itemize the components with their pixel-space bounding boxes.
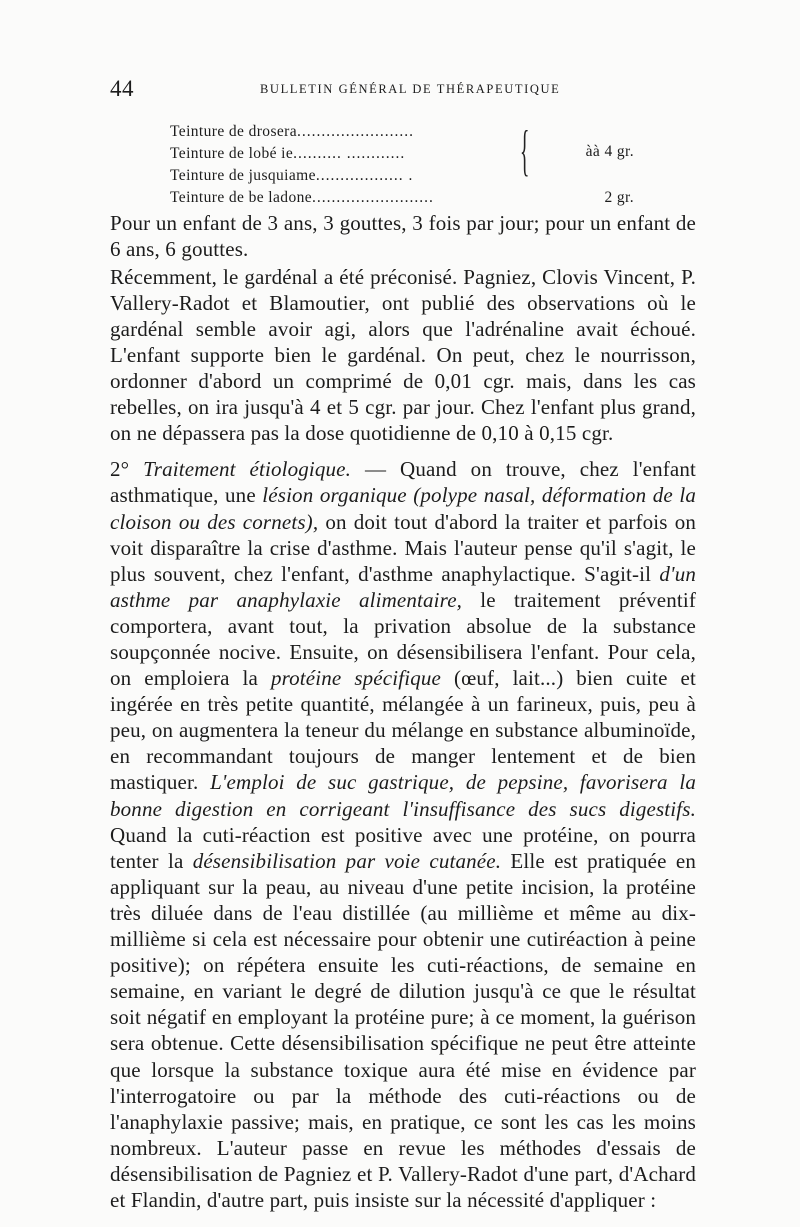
leader-dots: ........................ [297,123,415,140]
emphasis-run: lésion organique (polype nasal, déformation de la cloison ou des cornets), [110,483,696,534]
prescription-list [170,121,652,209]
text-run: Elle est pratiquée en appliquant sur la peau, au niveau d'une petite incision, la protéine très diluée dans de l'eau distillée (au millième et même au dix-millième si cela est nécessaire pour obtenir une cutiréaction à peine positive); on répétera ensuite les cuti-réactions, de semaine en semaine, en variant le degré de dilution jusqu'à ce que le résultat soit négatif en employant la protéine pure; à ce moment, la guérison sera obtenue. Cette désensibilisation spécifique ne peut être atteinte que lorsque la substance toxique aura été mise en évidence par l'interrogatoire ou par la méthode des cuti-réactions ou de l'anaphylaxie passive; mais, en pratique, ce sont les cas les moins nombreux. L'auteur passe en revue les méthodes d'essais de désensibilisation de Pagniez et P. Vallery-Radot d'une part, d'Achard et Flandin, d'autre part, puis insiste sur la nécessité d'appliquer : [110,848,696,1212]
paragraph-text: Pour un enfant de 3 ans, 3 gouttes, 3 fois par jour; pour un enfant de 6 ans, 6 gouttes. [110,211,696,262]
ingredient-quantity: 2 gr. [604,189,634,206]
body-text [110,210,696,1213]
prescription-item [170,121,652,143]
page-number: 44 [110,76,134,101]
ingredient-name: Teinture de jusquiame [170,167,316,184]
prescription-item [170,187,652,209]
prescription-item [170,143,652,165]
ingredient-name: Teinture de lobé ie [170,145,294,162]
paragraph-gardenal [110,264,696,447]
emphasis-run: L'emploi de suc gastrique, de pepsine, favorisera la bonne digestion en corrigeant l'insuffisance des sucs digestifs. [110,770,696,821]
paragraph-dosage [110,210,696,262]
ingredient-name: Teinture de drosera [170,123,298,140]
grouping-brace: { [520,120,530,182]
text-run: le traitement préventif comportera, avant tout, la privation absolue de la substance soupçonnée nocive. Ensuite, on désensibilisera l'enfant. Pour cela, on emploiera la [110,587,696,691]
text-run: Quand la cuti-réaction est positive avec une protéine, on pourra tenter la [110,822,696,873]
text-run: on doit tout d'abord la traiter et parfois on voit disparaître la crise d'asthme. Mais l'auteur pense qu'il s'agit, le plus souvent, chez l'enfant, d'asthme anaphylactique. S'agit-il [110,509,696,586]
page-header [110,76,696,102]
ingredient-name: Teinture de be ladone [170,189,313,206]
emphasis-run: d'un asthme par anaphylaxie alimentaire, [110,561,696,612]
section-heading: Traitement étiologique. [143,457,352,482]
paragraph-etiological-treatment [110,456,696,1213]
group-quantity: àà 4 gr. [585,143,634,160]
leader-dots: .......... ............ [293,145,406,162]
paragraph-text: Récemment, le gardénal a été préconisé. Pagniez, Clovis Vincent, P. Vallery-Radot et Blamoutier, ont publié des observations où le gardénal semble avoir agi, alors que l'adrénaline avait échoué. L'enfant supporte bien le gardénal. On peut, chez le nourrisson, ordonner d'abord un comprimé de 0,01 cgr. mais, dans les cas rebelles, on ira jusqu'à 4 et 5 cgr. par jour. Chez l'enfant plus grand, on ne dépassera pas la dose quotidienne de 0,10 à 0,15 cgr. [110,264,696,446]
text-run: — Quand on trouve, chez l'enfant asthmatique, une [110,457,696,508]
prescription-item [170,165,652,187]
emphasis-run: protéine spécifique [270,666,441,691]
section-number: 2° [110,457,144,482]
running-title: BULLETIN GÉNÉRAL DE THÉRAPEUTIQUE [260,82,561,96]
text-run: (œuf, lait...) bien cuite et ingérée en très petite quantité, mélangée à un farineux, puis, peu à peu, on augmentera la teneur du mélange en substance albuminoïde, en recommandant toujours de manger lentement et de bien mastiquer. [110,666,696,795]
emphasis-run: désensibilisation par voie cutanée. [192,848,502,873]
leader-dots: ......................... [312,189,434,206]
leader-dots: .................. . [315,167,414,184]
